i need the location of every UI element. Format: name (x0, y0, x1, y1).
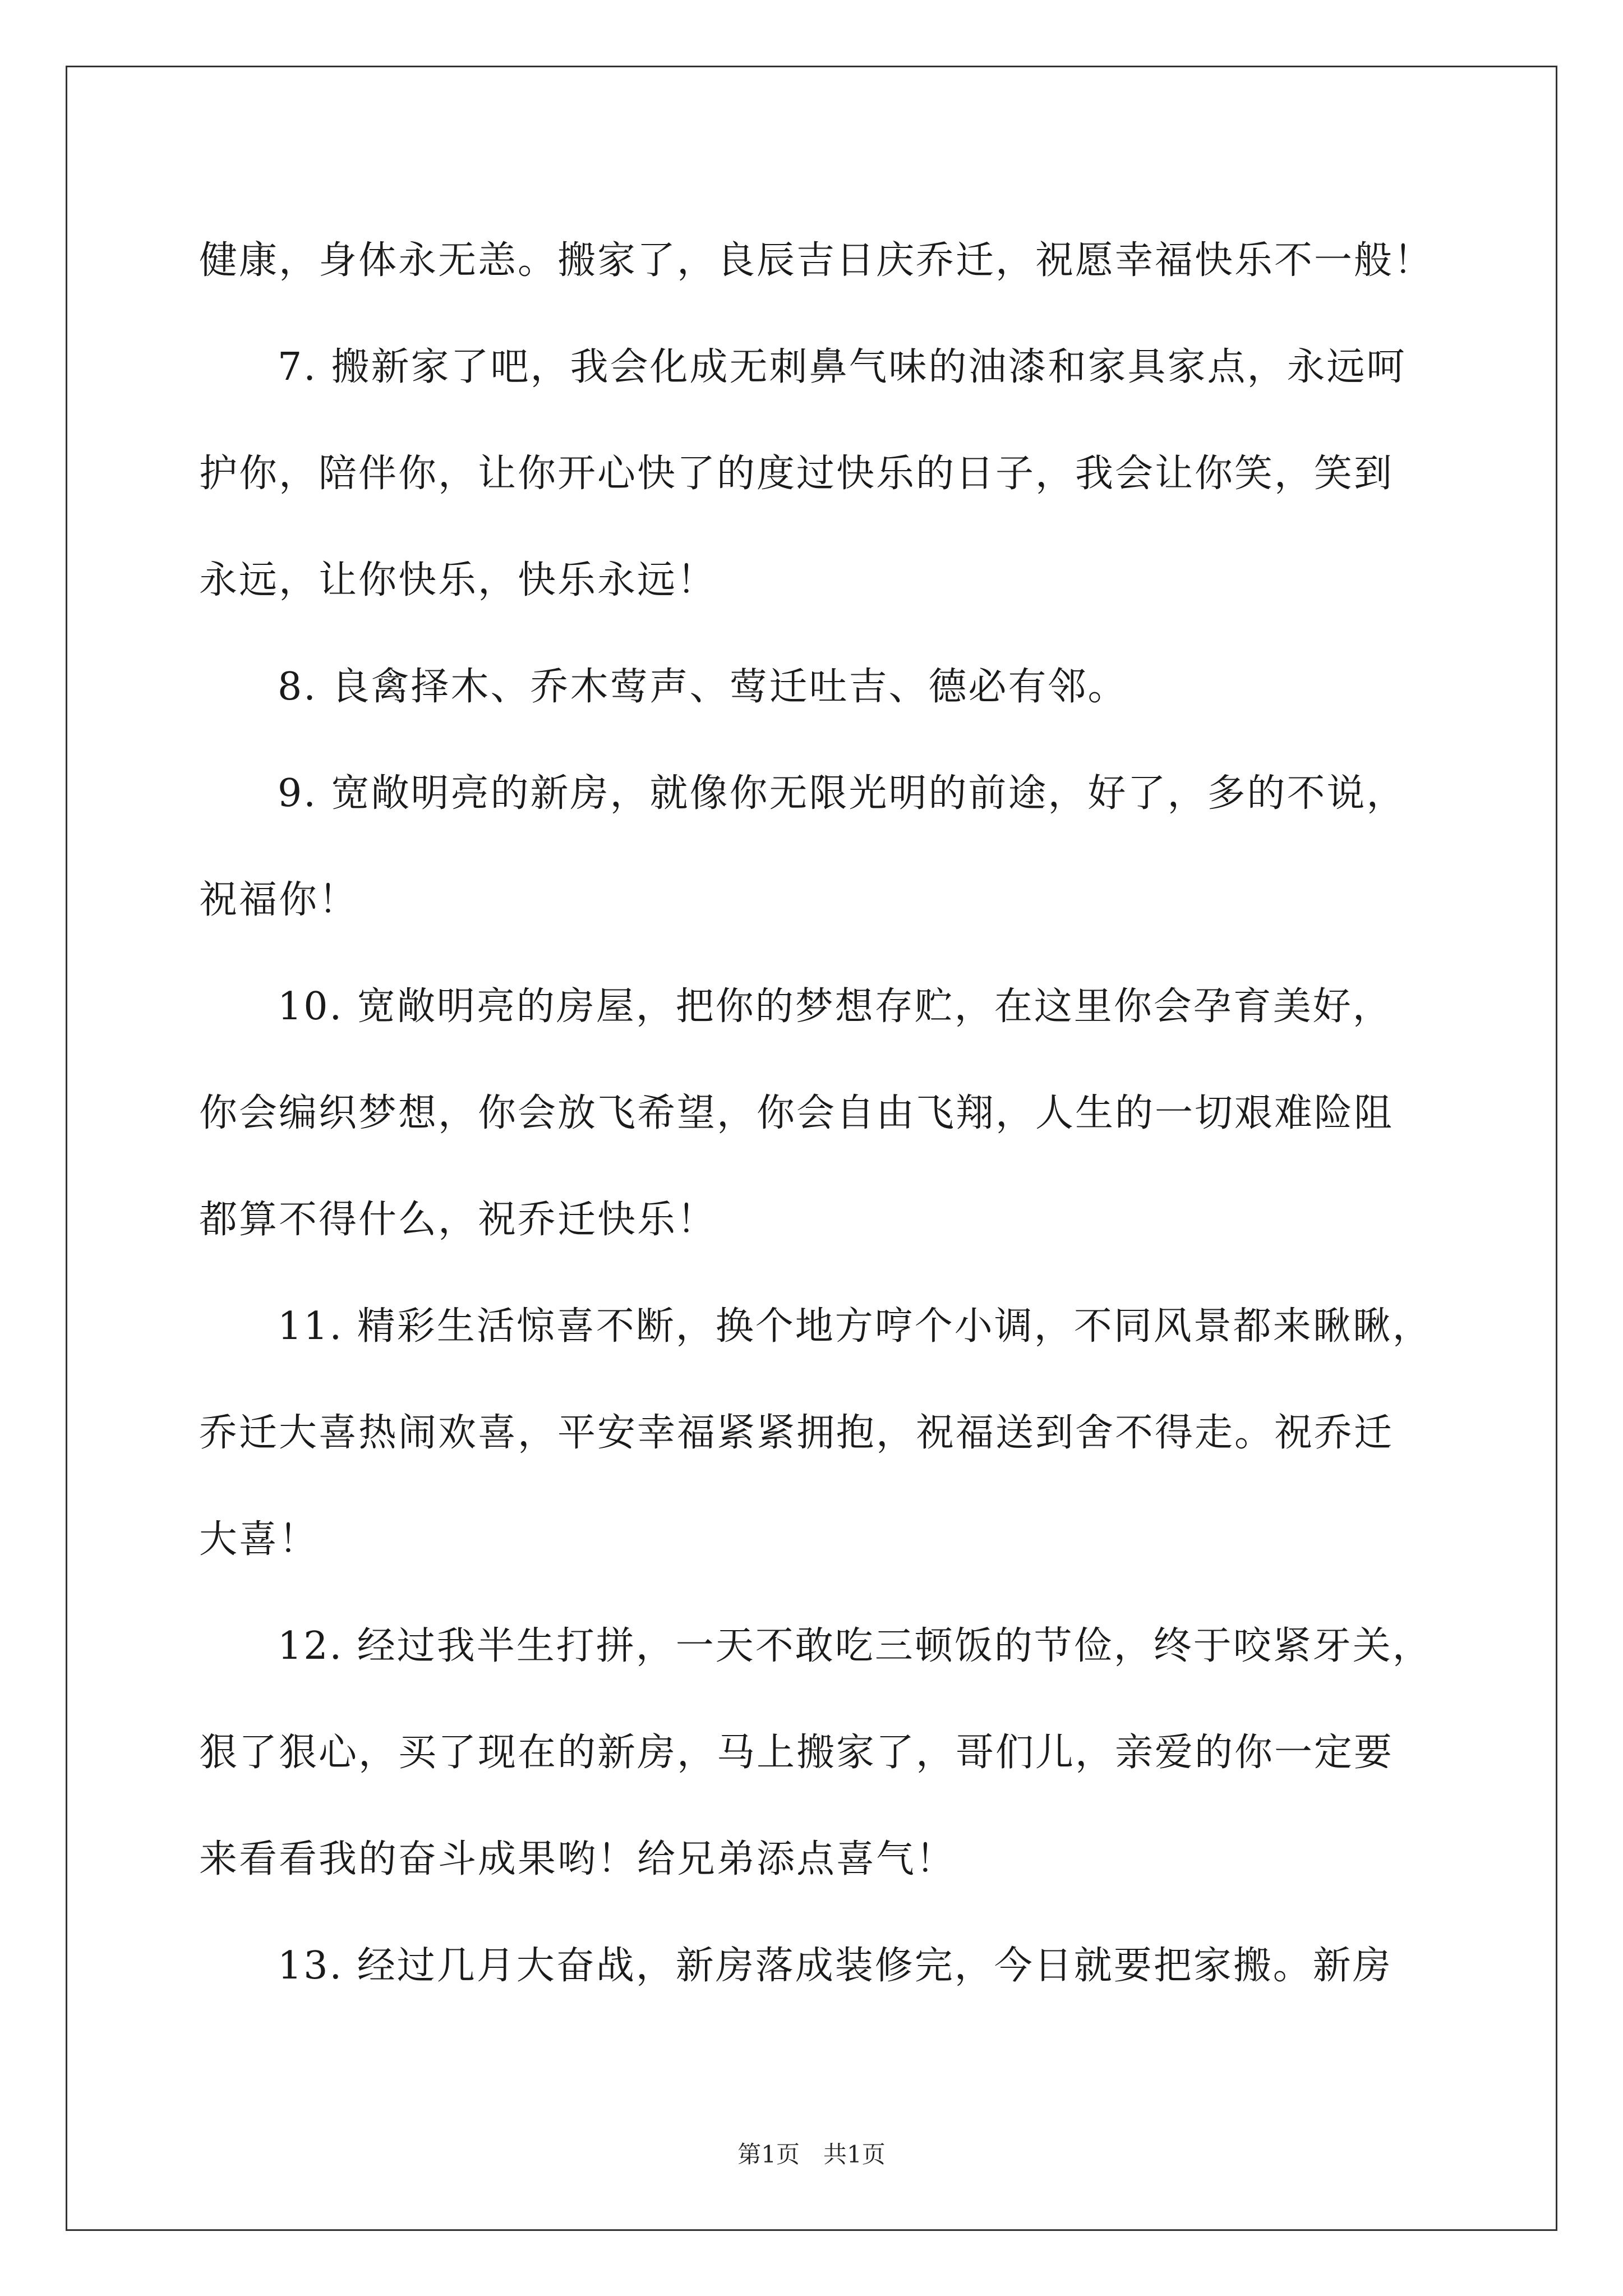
text-line: 11. 精彩生活惊喜不断，换个地方哼个小调，不同风景都来瞅瞅， (278, 1304, 1432, 1349)
page-footer: 第1页 共1页 (737, 2141, 886, 2168)
text-line: 大喜！ (199, 1517, 319, 1562)
text-line: 8. 良禽择木、乔木莺声、莺迁吐吉、德必有邻。 (278, 665, 1128, 709)
text-line: 你会编织梦想，你会放飞希望，你会自由飞翔，人生的一切艰难险阻 (199, 1091, 1394, 1135)
text-line: 乔迁大喜热闹欢喜，平安幸福紧紧拥抱，祝福送到舍不得走。祝乔迁 (199, 1411, 1394, 1455)
text-line: 10. 宽敞明亮的房屋，把你的梦想存贮，在这里你会孕育美好， (278, 984, 1393, 1029)
text-line: 来看看我的奋斗成果哟！给兄弟添点喜气！ (199, 1837, 956, 1881)
text-line: 护你，陪伴你，让你开心快了的度过快乐的日子，我会让你笑，笑到 (199, 452, 1394, 496)
document-body (199, 208, 1433, 2019)
text-line: 都算不得什么，祝乔迁快乐！ (199, 1198, 717, 1242)
text-line: 永远，让你快乐，快乐永远！ (199, 558, 717, 602)
text-line: 9. 宽敞明亮的新房，就像你无限光明的前途，好了，多的不说， (278, 771, 1407, 816)
text-line: 狠了狠心，买了现在的新房，马上搬家了，哥们儿，亲爱的你一定要 (199, 1731, 1394, 1775)
text-line: 7. 搬新家了吧，我会化成无刺鼻气味的油漆和家具家点，永远呵 (278, 345, 1407, 389)
text-line: 健康，身体永无恙。搬家了，良辰吉日庆乔迁，祝愿幸福快乐不一般！ (199, 238, 1434, 283)
text-line: 13. 经过几月大奋战，新房落成装修完，今日就要把家搬。新房 (278, 1944, 1393, 1988)
text-line: 祝福你！ (199, 878, 359, 922)
text-line: 12. 经过我半生打拼，一天不敢吃三顿饭的节俭，终于咬紧牙关， (278, 1624, 1432, 1668)
